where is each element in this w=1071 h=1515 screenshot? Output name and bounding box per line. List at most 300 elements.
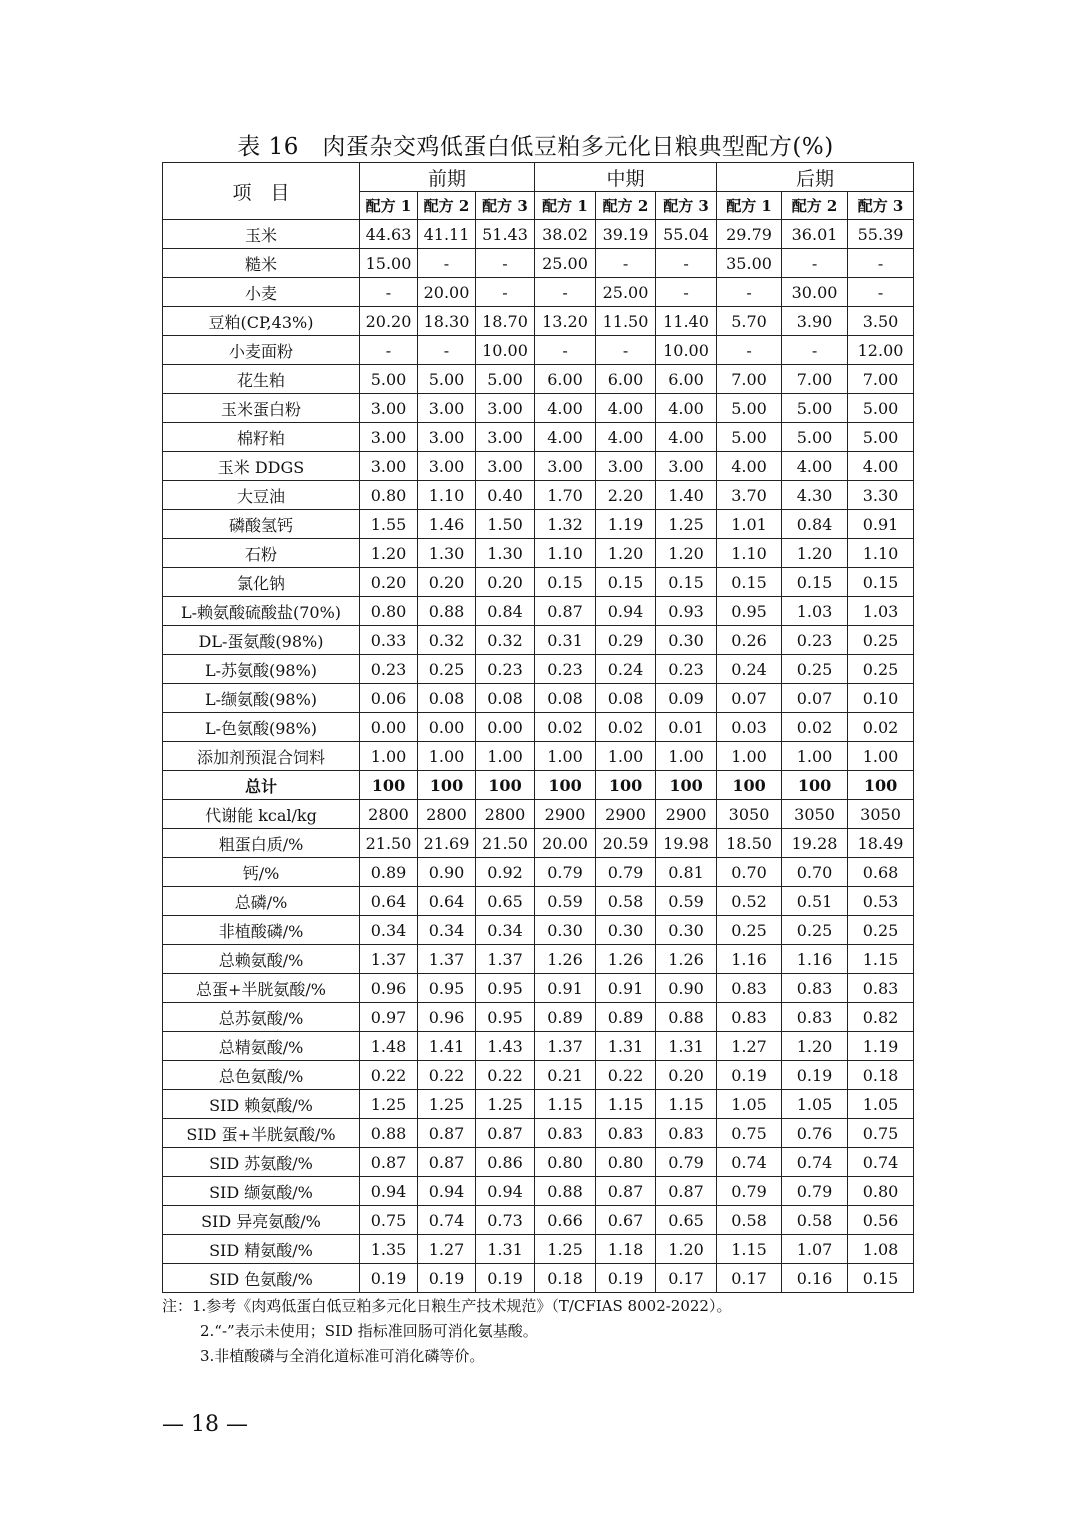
table-cell: 0.95	[717, 597, 782, 626]
table-cell: -	[717, 278, 782, 307]
table-cell: 0.94	[418, 1177, 476, 1206]
table-cell: 0.22	[418, 1061, 476, 1090]
table-cell: 0.02	[535, 713, 596, 742]
row-label: 玉米	[163, 220, 360, 249]
table-cell: 6.00	[535, 365, 596, 394]
header-item: 项 目	[163, 163, 360, 220]
row-label: SID 苏氨酸/%	[163, 1148, 360, 1177]
table-cell: 3.00	[360, 394, 418, 423]
row-label: L-苏氨酸(98%)	[163, 655, 360, 684]
table-cell: 0.80	[596, 1148, 656, 1177]
table-cell: 0.80	[535, 1148, 596, 1177]
table-cell: 1.16	[782, 945, 848, 974]
table-cell: -	[476, 249, 535, 278]
table-cell: 1.08	[848, 1235, 914, 1264]
row-label: 添加剂预混合饲料	[163, 742, 360, 771]
table-cell: 5.00	[418, 365, 476, 394]
table-cell: 5.00	[476, 365, 535, 394]
table-cell: 0.51	[782, 887, 848, 916]
table-cell: 0.87	[360, 1148, 418, 1177]
table-cell: 0.03	[717, 713, 782, 742]
table-cell: 0.58	[596, 887, 656, 916]
table-cell: 1.15	[848, 945, 914, 974]
table-cell: 0.29	[596, 626, 656, 655]
table-row	[163, 713, 914, 742]
table-cell: 1.00	[418, 742, 476, 771]
table-cell: 1.15	[717, 1235, 782, 1264]
table-cell: 35.00	[717, 249, 782, 278]
table-cell: 1.32	[535, 510, 596, 539]
table-cell: 1.70	[535, 481, 596, 510]
table-row	[163, 916, 914, 945]
table-cell: 21.50	[476, 829, 535, 858]
table-cell: 0.64	[360, 887, 418, 916]
table-cell: 0.34	[476, 916, 535, 945]
table-cell: 2.20	[596, 481, 656, 510]
table-cell: -	[717, 336, 782, 365]
table-cell: 4.00	[596, 423, 656, 452]
table-cell: 1.25	[476, 1090, 535, 1119]
table-cell: -	[656, 249, 717, 278]
table-cell: 0.09	[656, 684, 717, 713]
table-cell: 0.73	[476, 1206, 535, 1235]
table-cell: 100	[717, 771, 782, 800]
header-formula: 配方 2	[782, 192, 848, 220]
table-row	[163, 1090, 914, 1119]
table-cell: 0.96	[360, 974, 418, 1003]
table-row	[163, 1032, 914, 1061]
table-row	[163, 597, 914, 626]
table-cell: 0.87	[418, 1119, 476, 1148]
table-cell: 0.59	[656, 887, 717, 916]
row-label: 氯化钠	[163, 568, 360, 597]
table-cell: 29.79	[717, 220, 782, 249]
table-cell: 0.66	[535, 1206, 596, 1235]
table-cell: -	[418, 249, 476, 278]
table-cell: 25.00	[535, 249, 596, 278]
table-cell: 0.89	[596, 1003, 656, 1032]
table-cell: 1.37	[535, 1032, 596, 1061]
table-cell: 0.00	[360, 713, 418, 742]
table-cell: 0.58	[782, 1206, 848, 1235]
table-cell: 0.19	[596, 1264, 656, 1293]
table-cell: 7.00	[782, 365, 848, 394]
header-formula: 配方 1	[717, 192, 782, 220]
row-label: 总计	[163, 771, 360, 800]
table-notes	[162, 1294, 731, 1369]
table-cell: 1.37	[360, 945, 418, 974]
table-cell: 18.50	[717, 829, 782, 858]
table-cell: 0.88	[535, 1177, 596, 1206]
table-cell: 1.00	[596, 742, 656, 771]
table-cell: 25.00	[596, 278, 656, 307]
table-row	[163, 1119, 914, 1148]
table-cell: 0.19	[782, 1061, 848, 1090]
table-cell: 1.03	[848, 597, 914, 626]
table-cell: 1.16	[717, 945, 782, 974]
table-cell: 13.20	[535, 307, 596, 336]
table-cell: 0.02	[596, 713, 656, 742]
table-cell: 3.00	[476, 423, 535, 452]
table-cell: 3.00	[476, 394, 535, 423]
table-row	[163, 1003, 914, 1032]
table-cell: 41.11	[418, 220, 476, 249]
table-cell: 0.79	[535, 858, 596, 887]
table-cell: 1.15	[535, 1090, 596, 1119]
table-row	[163, 220, 914, 249]
table-cell: 0.07	[782, 684, 848, 713]
table-cell: 19.98	[656, 829, 717, 858]
table-cell: 2800	[476, 800, 535, 829]
table-cell: 0.79	[656, 1148, 717, 1177]
table-cell: 0.53	[848, 887, 914, 916]
table-cell: 1.20	[656, 539, 717, 568]
table-cell: 0.00	[418, 713, 476, 742]
table-cell: 1.03	[782, 597, 848, 626]
row-label: 总磷/%	[163, 887, 360, 916]
row-label: L-色氨酸(98%)	[163, 713, 360, 742]
table-cell: 1.00	[535, 742, 596, 771]
table-cell: 0.87	[476, 1119, 535, 1148]
table-cell: -	[848, 249, 914, 278]
table-cell: 0.10	[848, 684, 914, 713]
table-cell: 0.26	[717, 626, 782, 655]
table-cell: 0.79	[717, 1177, 782, 1206]
header-formula: 配方 2	[418, 192, 476, 220]
table-cell: 0.25	[848, 655, 914, 684]
table-cell: 0.97	[360, 1003, 418, 1032]
formula-table	[162, 162, 914, 1293]
table-cell: 0.70	[717, 858, 782, 887]
row-label: 小麦面粉	[163, 336, 360, 365]
table-cell: 1.31	[656, 1032, 717, 1061]
table-cell: 100	[782, 771, 848, 800]
table-cell: 0.94	[360, 1177, 418, 1206]
table-cell: 0.23	[782, 626, 848, 655]
table-cell: 3.00	[535, 452, 596, 481]
table-cell: 5.00	[717, 394, 782, 423]
table-cell: 3050	[848, 800, 914, 829]
table-row	[163, 452, 914, 481]
table-cell: 20.00	[418, 278, 476, 307]
row-label: 糙米	[163, 249, 360, 278]
table-cell: 0.93	[656, 597, 717, 626]
row-label: 玉米 DDGS	[163, 452, 360, 481]
table-cell: 1.00	[848, 742, 914, 771]
row-label: SID 异亮氨酸/%	[163, 1206, 360, 1235]
table-cell: 0.20	[476, 568, 535, 597]
row-label: 大豆油	[163, 481, 360, 510]
table-cell: 0.34	[360, 916, 418, 945]
table-cell: -	[476, 278, 535, 307]
table-cell: 0.25	[717, 916, 782, 945]
table-cell: 1.07	[782, 1235, 848, 1264]
table-cell: 100	[418, 771, 476, 800]
table-cell: 44.63	[360, 220, 418, 249]
table-cell: 3.00	[476, 452, 535, 481]
table-cell: 100	[535, 771, 596, 800]
table-cell: 0.07	[717, 684, 782, 713]
table-cell: 0.19	[476, 1264, 535, 1293]
table-cell: 1.05	[782, 1090, 848, 1119]
table-cell: 1.26	[535, 945, 596, 974]
table-cell: 0.80	[848, 1177, 914, 1206]
table-cell: -	[848, 278, 914, 307]
table-cell: 1.30	[418, 539, 476, 568]
table-cell: 0.15	[596, 568, 656, 597]
table-cell: -	[596, 336, 656, 365]
table-cell: 38.02	[535, 220, 596, 249]
header-formula: 配方 2	[596, 192, 656, 220]
table-cell: 1.10	[848, 539, 914, 568]
table-cell: 1.25	[360, 1090, 418, 1119]
table-cell: 0.92	[476, 858, 535, 887]
table-cell: 0.22	[360, 1061, 418, 1090]
table-cell: 2900	[656, 800, 717, 829]
header-phase: 前期	[360, 163, 535, 192]
table-cell: 4.00	[596, 394, 656, 423]
table-cell: -	[535, 336, 596, 365]
table-cell: 20.20	[360, 307, 418, 336]
table-row	[163, 858, 914, 887]
table-cell: 7.00	[717, 365, 782, 394]
table-cell: 0.15	[535, 568, 596, 597]
table-row	[163, 887, 914, 916]
table-cell: 0.00	[476, 713, 535, 742]
table-cell: 5.00	[848, 423, 914, 452]
table-cell: 0.56	[848, 1206, 914, 1235]
table-cell: 1.10	[717, 539, 782, 568]
table-cell: 0.95	[476, 1003, 535, 1032]
table-cell: 0.02	[848, 713, 914, 742]
table-row	[163, 423, 914, 452]
table-cell: 0.30	[656, 626, 717, 655]
table-cell: 3050	[782, 800, 848, 829]
row-label: 磷酸氢钙	[163, 510, 360, 539]
table-cell: 20.00	[535, 829, 596, 858]
table-cell: 0.24	[717, 655, 782, 684]
table-cell: 100	[476, 771, 535, 800]
table-cell: 0.30	[535, 916, 596, 945]
row-label: 总蛋+半胱氨酸/%	[163, 974, 360, 1003]
table-cell: 0.80	[360, 597, 418, 626]
table-cell: 0.20	[418, 568, 476, 597]
table-cell: -	[656, 278, 717, 307]
table-cell: 0.80	[360, 481, 418, 510]
table-cell: 1.48	[360, 1032, 418, 1061]
table-cell: 0.23	[360, 655, 418, 684]
table-cell: 0.67	[596, 1206, 656, 1235]
table-cell: 1.00	[782, 742, 848, 771]
table-row	[163, 684, 914, 713]
table-cell: 0.84	[782, 510, 848, 539]
table-cell: 0.94	[476, 1177, 535, 1206]
table-row	[163, 278, 914, 307]
table-cell: 0.15	[717, 568, 782, 597]
table-cell: 21.69	[418, 829, 476, 858]
table-cell: 1.25	[656, 510, 717, 539]
table-cell: 5.00	[782, 394, 848, 423]
table-cell: 1.26	[596, 945, 656, 974]
table-cell: 1.18	[596, 1235, 656, 1264]
table-cell: -	[596, 249, 656, 278]
table-cell: 0.88	[360, 1119, 418, 1148]
table-cell: 0.52	[717, 887, 782, 916]
table-row	[163, 771, 914, 800]
table-cell: 0.08	[596, 684, 656, 713]
table-cell: 0.64	[418, 887, 476, 916]
header-formula: 配方 3	[476, 192, 535, 220]
table-cell: 0.96	[418, 1003, 476, 1032]
table-cell: 0.76	[782, 1119, 848, 1148]
note-line: 3.非植酸磷与全消化道标准可消化磷等价。	[200, 1347, 485, 1365]
table-cell: 3.00	[656, 452, 717, 481]
table-cell: 0.32	[418, 626, 476, 655]
page-number: — 18 —	[162, 1412, 248, 1437]
table-cell: 1.20	[782, 1032, 848, 1061]
table-cell: 1.41	[418, 1032, 476, 1061]
row-label: SID 精氨酸/%	[163, 1235, 360, 1264]
table-row	[163, 481, 914, 510]
table-cell: 0.75	[360, 1206, 418, 1235]
table-cell: 11.50	[596, 307, 656, 336]
table-cell: 0.88	[656, 1003, 717, 1032]
table-cell: 3050	[717, 800, 782, 829]
table-cell: 0.82	[848, 1003, 914, 1032]
table-cell: 1.25	[418, 1090, 476, 1119]
table-cell: 4.00	[656, 423, 717, 452]
table-row	[163, 1061, 914, 1090]
table-cell: 3.00	[418, 394, 476, 423]
table-cell: 0.15	[848, 1264, 914, 1293]
table-cell: 1.25	[535, 1235, 596, 1264]
table-cell: 0.15	[848, 568, 914, 597]
table-cell: 6.00	[596, 365, 656, 394]
table-cell: 1.43	[476, 1032, 535, 1061]
table-cell: 3.50	[848, 307, 914, 336]
table-cell: 0.87	[656, 1177, 717, 1206]
table-cell: 18.70	[476, 307, 535, 336]
table-cell: 0.83	[717, 1003, 782, 1032]
note-line: 注：1.参考《肉鸡低蛋白低豆粕多元化日粮生产技术规范》（T/CFIAS 8002-2022）。	[162, 1297, 732, 1315]
table-cell: 1.31	[476, 1235, 535, 1264]
table-cell: 0.31	[535, 626, 596, 655]
row-label: 粗蛋白质/%	[163, 829, 360, 858]
table-cell: 1.55	[360, 510, 418, 539]
row-label: 代谢能 kcal/kg	[163, 800, 360, 829]
row-label: SID 赖氨酸/%	[163, 1090, 360, 1119]
table-cell: 1.27	[418, 1235, 476, 1264]
table-cell: 30.00	[782, 278, 848, 307]
table-cell: 0.15	[782, 568, 848, 597]
table-cell: 100	[596, 771, 656, 800]
table-cell: 0.18	[848, 1061, 914, 1090]
table-cell: 0.25	[848, 916, 914, 945]
row-label: 石粉	[163, 539, 360, 568]
table-row	[163, 1148, 914, 1177]
table-cell: 6.00	[656, 365, 717, 394]
table-cell: 3.00	[596, 452, 656, 481]
header-formula: 配方 1	[535, 192, 596, 220]
table-cell: 0.23	[656, 655, 717, 684]
row-label: L-赖氨酸硫酸盐(70%)	[163, 597, 360, 626]
table-cell: 1.31	[596, 1032, 656, 1061]
table-cell: 0.20	[656, 1061, 717, 1090]
table-cell: 0.22	[476, 1061, 535, 1090]
table-cell: 0.83	[656, 1119, 717, 1148]
table-cell: 0.16	[782, 1264, 848, 1293]
table-cell: 18.30	[418, 307, 476, 336]
table-cell: 4.00	[717, 452, 782, 481]
table-cell: 0.25	[782, 655, 848, 684]
table-cell: 1.15	[656, 1090, 717, 1119]
header-formula: 配方 3	[656, 192, 717, 220]
table-cell: 0.21	[535, 1061, 596, 1090]
table-cell: 0.83	[596, 1119, 656, 1148]
table-cell: 0.84	[476, 597, 535, 626]
table-cell: 3.00	[418, 452, 476, 481]
table-cell: 0.08	[476, 684, 535, 713]
table-cell: 2900	[535, 800, 596, 829]
table-cell: 5.00	[848, 394, 914, 423]
row-label: 总赖氨酸/%	[163, 945, 360, 974]
table-cell: 1.00	[360, 742, 418, 771]
table-cell: 3.00	[418, 423, 476, 452]
table-cell: 0.19	[717, 1061, 782, 1090]
table-cell: 0.32	[476, 626, 535, 655]
table-row	[163, 568, 914, 597]
table-cell: 100	[656, 771, 717, 800]
table-cell: 0.74	[418, 1206, 476, 1235]
table-cell: 0.83	[848, 974, 914, 1003]
table-cell: 0.74	[848, 1148, 914, 1177]
table-cell: 4.00	[656, 394, 717, 423]
table-row	[163, 336, 914, 365]
table-cell: -	[360, 278, 418, 307]
table-cell: 0.02	[782, 713, 848, 742]
table-cell: 51.43	[476, 220, 535, 249]
table-cell: 7.00	[848, 365, 914, 394]
table-cell: 0.18	[535, 1264, 596, 1293]
table-cell: 1.46	[418, 510, 476, 539]
table-cell: 10.00	[476, 336, 535, 365]
table-cell: 1.20	[360, 539, 418, 568]
table-cell: 2800	[418, 800, 476, 829]
table-cell: 0.24	[596, 655, 656, 684]
table-row	[163, 655, 914, 684]
table-cell: 0.25	[418, 655, 476, 684]
table-cell: 1.37	[418, 945, 476, 974]
table-row	[163, 539, 914, 568]
note-line: 2.“-”表示未使用；SID 指标准回肠可消化氨基酸。	[200, 1322, 538, 1340]
table-cell: 5.00	[360, 365, 418, 394]
table-cell: 0.79	[782, 1177, 848, 1206]
table-cell: 1.26	[656, 945, 717, 974]
table-cell: 0.33	[360, 626, 418, 655]
table-cell: 0.23	[476, 655, 535, 684]
table-cell: 0.83	[717, 974, 782, 1003]
table-cell: 19.28	[782, 829, 848, 858]
table-cell: 0.22	[596, 1061, 656, 1090]
table-cell: 0.91	[535, 974, 596, 1003]
table-cell: 0.08	[535, 684, 596, 713]
row-label: L-缬氨酸(98%)	[163, 684, 360, 713]
table-cell: 1.19	[596, 510, 656, 539]
table-cell: 10.00	[656, 336, 717, 365]
row-label: 总色氨酸/%	[163, 1061, 360, 1090]
table-cell: 1.35	[360, 1235, 418, 1264]
table-cell: 20.59	[596, 829, 656, 858]
